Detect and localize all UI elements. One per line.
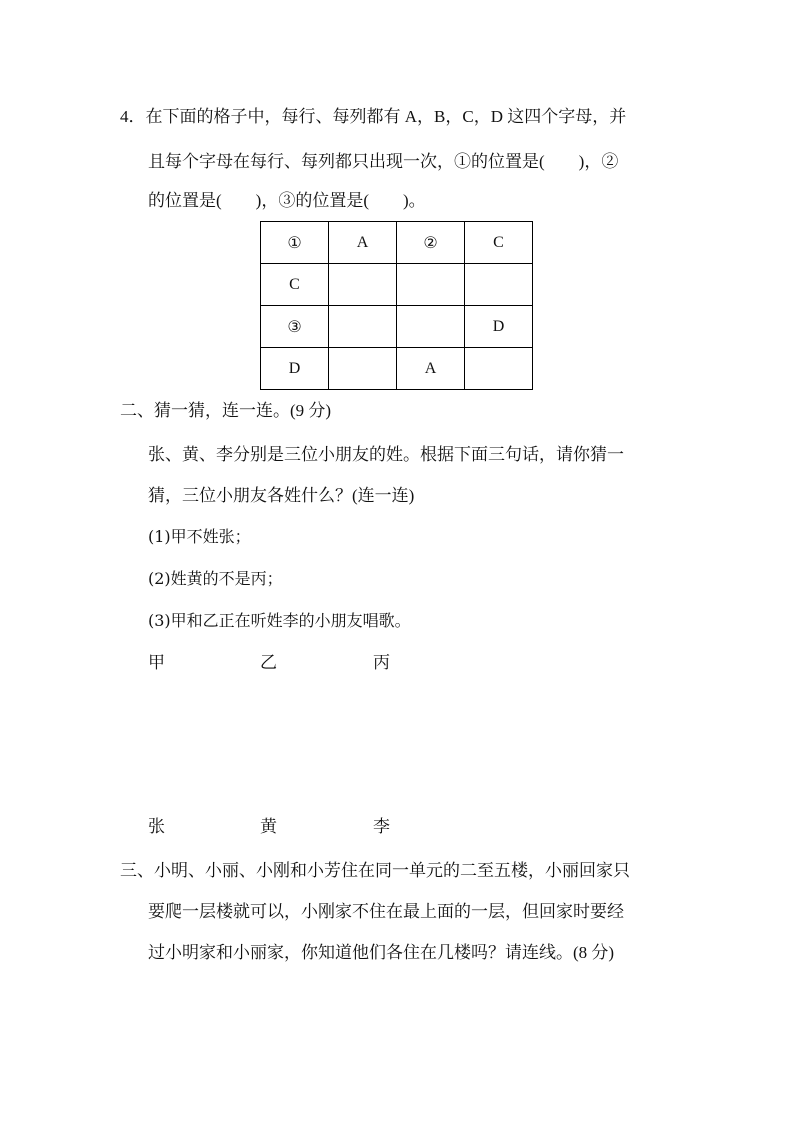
child-bing: 丙 — [373, 653, 390, 672]
grid-row — [261, 264, 533, 306]
grid-cell: A — [397, 348, 465, 390]
q3-line-3: 过小明家和小丽家，你知道他们各住在几楼吗？请连线。(8 分) — [148, 943, 615, 962]
grid-cell: ① — [261, 222, 329, 264]
grid-cell: C — [465, 222, 533, 264]
letter-grid — [260, 221, 533, 390]
grid-row — [261, 222, 533, 264]
grid-cell: ③ — [261, 306, 329, 348]
grid-cell — [465, 264, 533, 306]
grid-cell: C — [261, 264, 329, 306]
child-jia: 甲 — [148, 653, 165, 672]
grid-cell — [397, 306, 465, 348]
grid-cell — [329, 348, 397, 390]
grid-cell — [465, 348, 533, 390]
grid-cell — [397, 264, 465, 306]
q2-heading: 二、猜一猜，连一连。(9 分) — [120, 401, 332, 420]
q2-clue-1: (1)甲不姓张； — [148, 527, 251, 546]
grid-cell: ② — [397, 222, 465, 264]
q4-line-2: 且每个字母在每行、每列都只出现一次，①的位置是( )，② — [148, 152, 619, 171]
grid-cell: A — [329, 222, 397, 264]
q2-intro-line-1: 张、黄、李分别是三位小朋友的姓。根据下面三句话，请你猜一 — [148, 445, 624, 464]
child-yi: 乙 — [260, 653, 277, 672]
q3-line-2: 要爬一层楼就可以，小刚家不住在最上面的一层，但回家时要经 — [148, 902, 624, 921]
q2-clue-3: (3)甲和乙正在听姓李的小朋友唱歌。 — [148, 611, 411, 630]
surname-li: 李 — [373, 817, 390, 836]
q2-clue-2: (2)姓黄的不是丙； — [148, 569, 283, 588]
grid-cell — [329, 264, 397, 306]
grid-row — [261, 348, 533, 390]
q4-line-1: 4．在下面的格子中，每行、每列都有 A，B，C，D 这四个字母，并 — [120, 107, 627, 126]
grid-cell: D — [261, 348, 329, 390]
grid-row — [261, 306, 533, 348]
q3-line-1: 三、小明、小丽、小刚和小芳住在同一单元的二至五楼，小丽回家只 — [120, 861, 630, 880]
q4-line-3: 的位置是( )，③的位置是( )。 — [148, 191, 426, 210]
q2-intro-line-2: 猜，三位小朋友各姓什么？(连一连) — [148, 486, 415, 505]
surname-huang: 黄 — [260, 817, 277, 836]
grid-cell: D — [465, 306, 533, 348]
grid-cell — [329, 306, 397, 348]
surname-zhang: 张 — [148, 817, 165, 836]
